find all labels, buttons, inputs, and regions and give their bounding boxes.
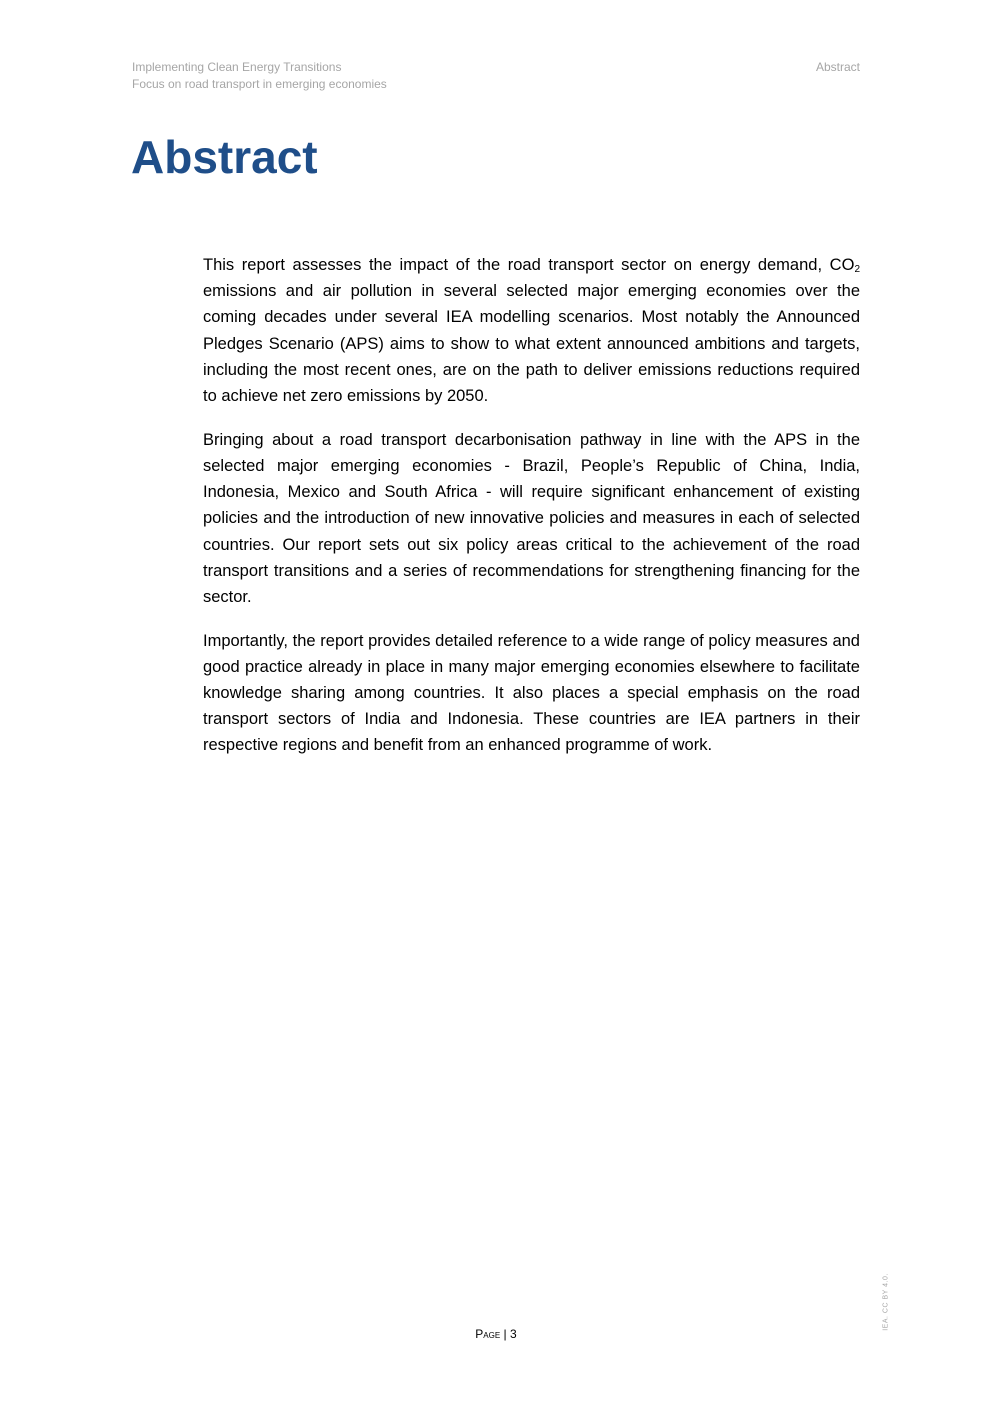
page-footer: [0, 1326, 992, 1342]
abstract-paragraph-1: [203, 252, 860, 409]
page-title: Abstract: [131, 131, 318, 183]
paragraph-1-text-b: emissions and air pollution in several selected major emerging economies over the coming decades under several IEA modelling scenarios. Most notably the Announced Pledges Scenario (APS) aims to show to what extent announced ambitions and targets, including the most recent ones, are on the path to deliver emissions reductions required to achieve net zero emissions by 2050.: [203, 282, 860, 406]
abstract-paragraph-2: Bringing about a road transport decarbonisation pathway in line with the APS in the selected major emerging economies - Brazil, People’s Republic of China, India, Indonesia, Mexico and South Africa - will require significant enhancement of existing policies and the introduction of new innovative policies and measures in each of selected countries. Our report sets out six policy areas critical to the achievement of the road transport transitions and a series of recommendations for strengthening financing for the sector.: [203, 430, 860, 606]
page-separator: |: [500, 1327, 510, 1341]
paragraph-1-text-a: This report assesses the impact of the road transport sector on energy demand, CO: [203, 256, 855, 274]
running-header: [132, 59, 387, 93]
report-title: Implementing Clean Energy Transitions: [132, 60, 342, 74]
report-subtitle: Focus on road transport in emerging economies: [132, 77, 387, 91]
co2-subscript: 2: [854, 264, 860, 275]
running-header-section: Abstract: [815, 60, 860, 74]
license-credit: IEA. CC BY 4.0.: [882, 1273, 890, 1331]
abstract-body: [203, 252, 860, 776]
page-label: Page: [475, 1327, 501, 1341]
abstract-paragraph-3: Importantly, the report provides detailed reference to a wide range of policy measures and good practice already in place in many major emerging economies elsewhere to facilitate knowledge sharing among countries. It also places a special emphasis on the road transport sectors of India and Indonesia. These countries are IEA partners in their respective regions and benefit from an enhanced programme of work.: [203, 631, 860, 755]
page-number: 3: [510, 1327, 517, 1341]
